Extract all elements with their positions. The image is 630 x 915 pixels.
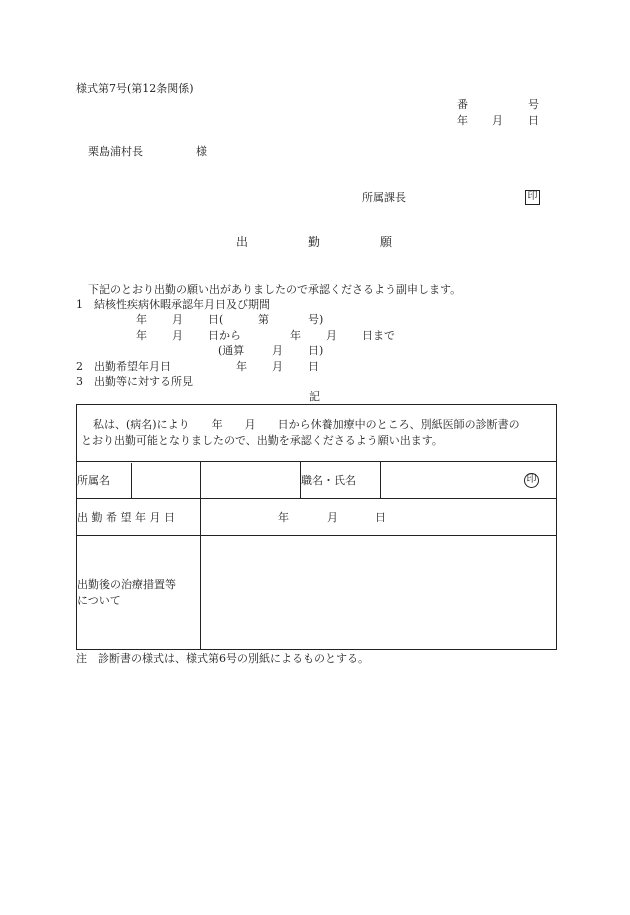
seal-stamp-icon: 印 [525,190,540,205]
application-table [76,404,557,650]
date-day: 日 [528,114,539,127]
item2-month: 月 [272,360,283,373]
item1-row3-day: 日) [308,344,324,357]
item1-row1-month: 月 [172,313,183,326]
item3-label: 出勤等に対する所見 [94,375,193,388]
treatment-label-line-2: について [77,593,121,607]
item1-row2-year: 年 [136,329,147,342]
affiliation-field[interactable] [201,462,301,499]
title-char-3: 願 [380,235,393,249]
treatment-label-line-1: 出勤後の治療措置等 [77,577,176,591]
item1-number: 1 [76,298,83,311]
footnote: 注 診断書の様式は、様式第6号の別紙によるものとする。 [76,652,369,665]
item1-row3-total: (通算 [218,344,245,357]
desired-year: 年 [278,511,289,524]
treatment-field[interactable] [201,536,557,650]
ki-label: 記 [309,390,320,403]
position-name-field[interactable] [381,462,557,499]
addressee-name: 栗島浦村長 [88,145,143,158]
intro-text: 下記のとおり出勤の願い出がありましたので承認くださるよう副申します。 [88,283,462,296]
item2-year: 年 [236,360,247,373]
desired-date-field[interactable] [201,499,557,536]
item1-row2-month: 月 [172,329,183,342]
item1-row2-until: 日まで [362,329,395,342]
form-label: 様式第7号(第12条関係) [76,82,194,95]
applicant-label: 所属課長 [362,191,406,204]
desired-day: 日 [375,511,386,524]
date-month: 月 [492,114,503,127]
treatment-label [77,536,201,650]
item1-row1-day: 日( [208,313,224,326]
item1-label: 結核性疾病休暇承認年月日及び期間 [94,298,270,311]
position-name-label: 職名・氏名 [301,462,381,499]
item2-number: 2 [76,360,83,373]
item1-row2-from: 日から [208,329,241,342]
number-label: 番 [457,98,468,111]
item1-row1-go: 号) [308,313,324,326]
item1-row1-dai: 第 [258,313,269,326]
statement-cell [77,405,557,462]
item1-row1-year: 年 [136,313,147,326]
affiliation-label: 所属名 [77,462,201,499]
seal-circle-icon: 印 [524,473,539,488]
item3-number: 3 [76,375,83,388]
item1-row2-month2: 月 [326,329,337,342]
addressee-suffix: 様 [196,145,207,158]
date-year: 年 [457,114,468,127]
title-char-2: 勤 [308,235,321,249]
item1-row2-year2: 年 [290,329,301,342]
statement-line-2: とおり出勤可能となりましたので、出勤を承認くださるよう願い出ます。 [81,434,443,447]
item2-day: 日 [308,360,319,373]
statement-line-1: 私は、(病名)により 年 月 日から休養加療中のところ、別紙医師の診断書の [93,418,520,431]
item1-row3-month: 月 [272,344,283,357]
title-char-1: 出 [236,235,249,249]
number-suffix: 号 [528,98,539,111]
item2-label: 出勤希望年月日 [94,360,171,373]
desired-month: 月 [327,511,338,524]
desired-date-label: 出 勤 希 望 年 月 日 [77,499,201,536]
